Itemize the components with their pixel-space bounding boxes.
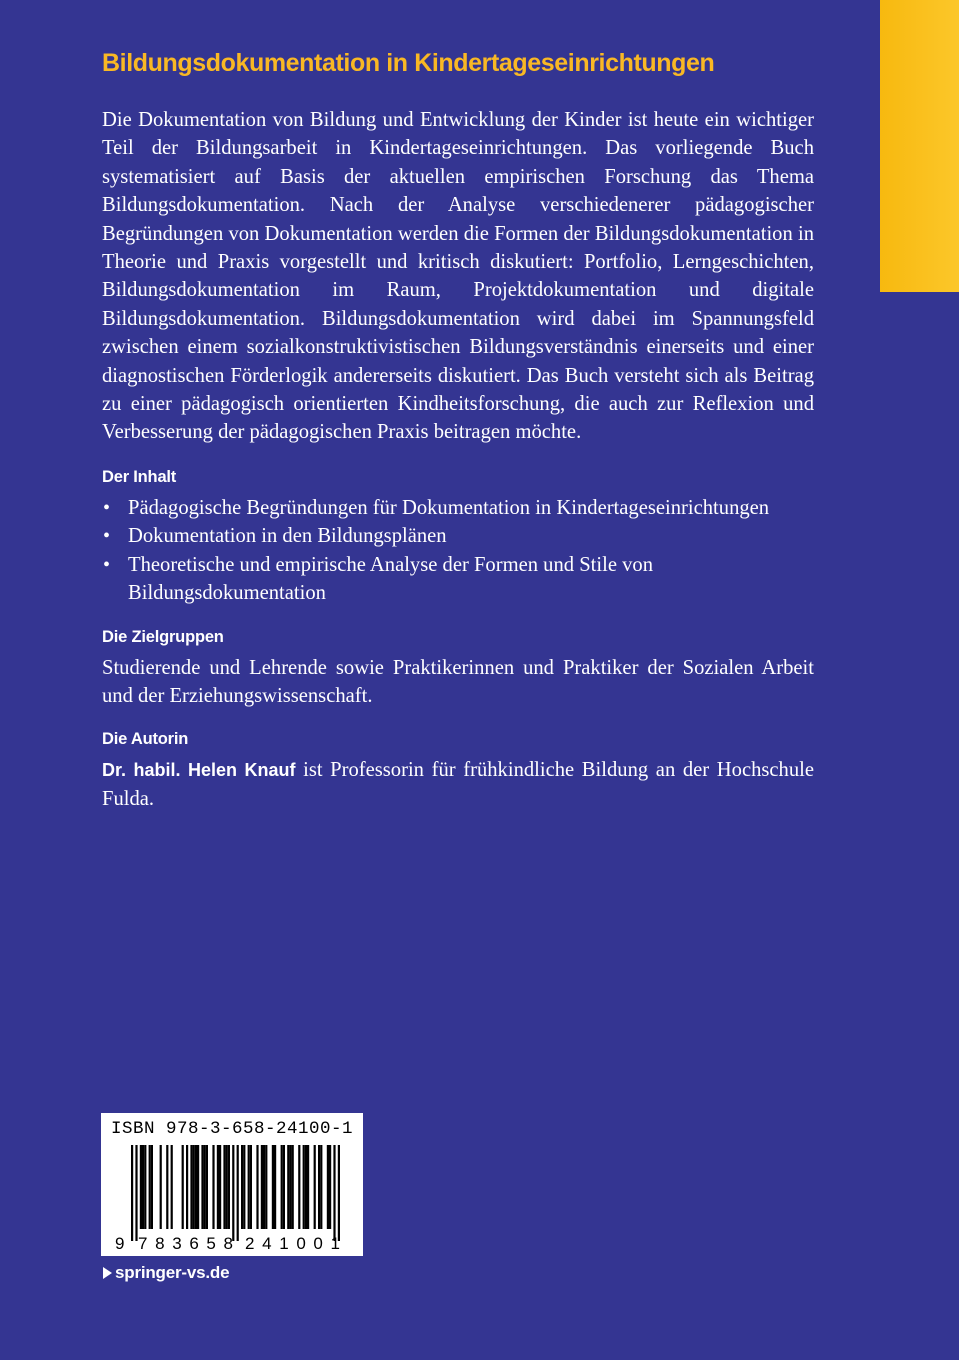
barcode-bar	[232, 1145, 234, 1241]
barcode-bar	[237, 1145, 239, 1241]
author-name: Dr. habil. Helen Knauf	[102, 760, 296, 781]
barcode-bar	[327, 1145, 329, 1229]
barcode-bar	[305, 1145, 307, 1229]
barcode-bar	[298, 1145, 300, 1229]
website-link[interactable]: springer-vs.de	[115, 1263, 230, 1282]
barcode-bar	[190, 1145, 192, 1229]
isbn-barcode	[101, 1113, 363, 1256]
barcode-bar	[193, 1145, 195, 1229]
barcode-bar	[131, 1145, 133, 1241]
barcode-bar	[206, 1145, 208, 1229]
barcode-bar	[265, 1145, 267, 1229]
bullet-icon: •	[103, 553, 111, 576]
barcode-bars	[131, 1145, 340, 1241]
zielgruppen-text: Studierende und Lehrende sowie Praktikerinnen und Praktiker der Sozialen Arbeit und der Erziehungswissenschaft.	[102, 656, 814, 707]
inhalt-heading: Der Inhalt	[102, 467, 177, 486]
barcode-bar	[135, 1145, 137, 1241]
list-item	[102, 494, 814, 522]
barcode-bar	[166, 1145, 168, 1229]
section-autorin	[102, 728, 814, 813]
barcode-bar	[307, 1145, 309, 1229]
barcode-bar	[281, 1145, 283, 1229]
barcode-first-digit: 9	[115, 1234, 125, 1253]
bullet-icon: •	[103, 496, 111, 519]
barcode-bar	[226, 1145, 228, 1229]
inhalt-list	[102, 494, 814, 608]
barcode-bar	[223, 1145, 225, 1229]
barcode-bar	[318, 1145, 320, 1229]
barcode-right-digits: 241001	[245, 1234, 340, 1253]
barcode-bar	[140, 1145, 142, 1229]
barcode-bar	[149, 1145, 151, 1229]
yellow-accent-strip	[880, 0, 959, 292]
barcode-left-digits: 783658	[138, 1234, 233, 1253]
book-description: Die Dokumentation von Bildung und Entwicklung der Kinder ist heute ein wichtiger Teil der Bildungsarbeit in Kindertageseinrichtungen. Das vorliegende Buch systematisiert auf Basis der aktuellen empirischen Forschung das Thema Bildungsdokumentation. Nach der Analyse verschiedenerer pädagogischer Begründungen von Dokumentation werden die Formen der Bildungsdokumentation in Theorie und Praxis vorgestellt und kritisch diskutiert: Portfolio, Lerngeschichten, Bildungsdokumentation im Raum, Projektdokumentation und digitale Bildungsdokumentation. Bildungsdokumentation wird dabei im Spannungsfeld zwischen einem sozialkonstruktivistischen Bildungsverständnis einerseits und einer diagnostischen Förderlogik andererseits diskutiert. Das Buch versteht sich als Beitrag zu einer pädagogisch orientierten Kindheitsforschung, die auch zur Reflexion und Verbesserung der pädagogischen Praxis beitragen möchte.	[102, 109, 814, 444]
barcode-bar	[338, 1145, 340, 1241]
barcode-bar	[274, 1145, 276, 1229]
barcode-bar	[283, 1145, 285, 1229]
barcode-bar	[201, 1145, 203, 1229]
autorin-text	[102, 756, 814, 813]
barcode-bar	[186, 1145, 188, 1229]
book-title: Bildungsdokumentation in Kindertageseinrichtungen	[102, 49, 715, 77]
list-item-text: Theoretische und empirische Analyse der Formen und Stile von Bildungsdokumentation	[128, 553, 654, 605]
list-item-text: Pädagogische Begründungen für Dokumentation in Kindertageseinrichtungen	[128, 496, 770, 519]
barcode-bar	[329, 1145, 331, 1229]
barcode-bar	[212, 1145, 214, 1229]
barcode-bar	[303, 1145, 305, 1229]
autorin-heading: Die Autorin	[102, 730, 189, 749]
barcode-bar	[248, 1145, 250, 1229]
barcode-bar	[171, 1145, 173, 1229]
barcode-bar	[182, 1145, 184, 1229]
barcode-bar	[197, 1145, 199, 1229]
section-zielgruppen	[102, 626, 814, 711]
barcode-bar	[256, 1145, 258, 1229]
barcode-bar	[151, 1145, 153, 1229]
barcode-bar	[272, 1145, 274, 1229]
barcode-bar	[261, 1145, 263, 1229]
list-item	[102, 551, 814, 608]
section-inhalt	[102, 466, 814, 608]
barcode-bar	[320, 1145, 322, 1229]
isbn-number: ISBN 978-3-658-24100-1	[111, 1119, 354, 1139]
barcode-bar	[241, 1145, 243, 1229]
barcode-bar	[292, 1145, 294, 1229]
barcode-bar	[217, 1145, 219, 1229]
barcode-bar	[250, 1145, 252, 1229]
list-item-text: Dokumentation in den Bildungsplänen	[128, 525, 447, 548]
barcode-bar	[333, 1145, 335, 1241]
list-item	[102, 522, 814, 550]
author-bio: ist Professorin für frühkindliche Bildung an der Hochschule Fulda.	[102, 759, 815, 810]
barcode-bar	[142, 1145, 144, 1229]
barcode-bar	[144, 1145, 146, 1229]
barcode-bar	[263, 1145, 265, 1229]
barcode-bar	[219, 1145, 221, 1229]
barcode-bar	[314, 1145, 316, 1229]
publisher-website[interactable]	[103, 1263, 229, 1283]
zielgruppen-heading: Die Zielgruppen	[102, 627, 224, 646]
barcode-bar	[204, 1145, 206, 1229]
bullet-icon: •	[103, 525, 111, 548]
barcode-bar	[287, 1145, 289, 1229]
barcode-bar	[243, 1145, 245, 1229]
barcode-bar	[160, 1145, 162, 1229]
barcode-bar	[195, 1145, 197, 1229]
back-cover-text	[102, 44, 814, 813]
barcode-bar	[289, 1145, 291, 1229]
barcode-bar	[228, 1145, 230, 1229]
arrow-right-icon	[103, 1267, 112, 1279]
